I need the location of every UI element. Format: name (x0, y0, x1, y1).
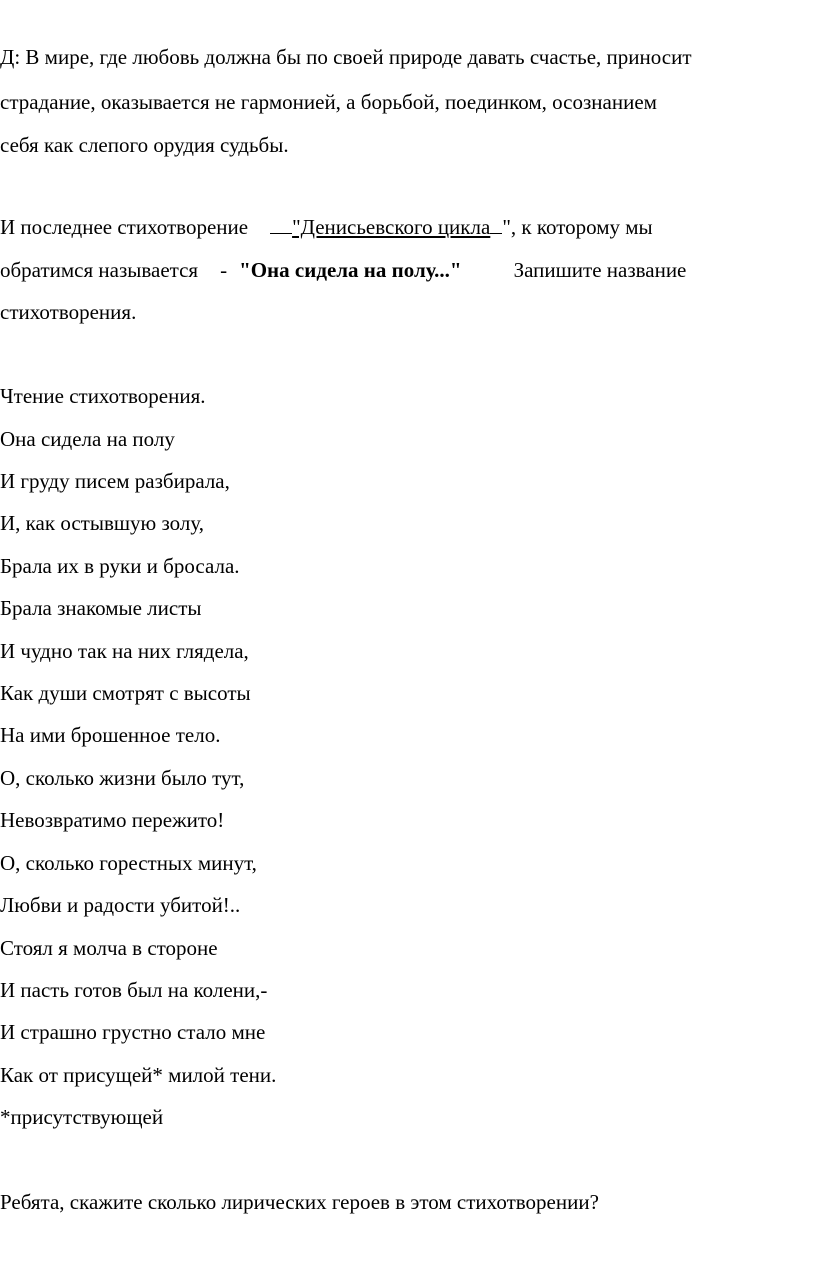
poem-line: О, сколько жизни было тут, (0, 766, 245, 790)
poem-line: И страшно грустно стало мне (0, 1020, 266, 1044)
cycle-close-quote: " (502, 215, 511, 239)
poem-line: И, как остывшую золу, (0, 511, 205, 535)
poem-line: Она сидела на полу (0, 427, 175, 451)
task-prefix: И последнее стихотворение (0, 215, 249, 239)
task-line-1 (0, 214, 653, 240)
poem-title: "Она сидела на полу..." (239, 258, 462, 282)
intro-line-1: Д: В мире, где любовь должна бы по своей природе давать счастье, приносит (0, 45, 692, 69)
intro-line-3: себя как слепого орудия судьбы. (0, 133, 289, 157)
poem-line: Брала их в руки и бросала. (0, 554, 240, 578)
task-line2-prefix: обратимся называется (0, 258, 199, 282)
task-line-2 (0, 257, 686, 283)
task-instruction: Запишите название (513, 258, 687, 282)
footnote: *присутствующей (0, 1105, 164, 1129)
poem-line: На ими брошенное тело. (0, 723, 221, 747)
cycle-name: "Денисьевского цикла (292, 215, 491, 239)
poem-line: Как от присущей* милой тени. (0, 1063, 277, 1087)
poem-line: И чудно так на них глядела, (0, 639, 249, 663)
poem-line: И пасть готов был на колени,- (0, 978, 268, 1002)
poem-line: Любви и радости убитой!.. (0, 893, 241, 917)
poem-line: Стоял я молча в стороне (0, 936, 218, 960)
underline-lead (270, 215, 292, 234)
question: Ребята, скажите сколько лирических героев в этом стихотворении? (0, 1190, 599, 1214)
task-dash: - (220, 258, 228, 282)
reading-heading: Чтение стихотворения. (0, 384, 206, 408)
task-suffix: , к которому мы (510, 215, 653, 239)
task-line-3: стихотворения. (0, 300, 137, 324)
poem-line: Как души смотрят с высоты (0, 681, 251, 705)
poem-line: Брала знакомые листы (0, 596, 202, 620)
poem-line: И груду писем разбирала, (0, 469, 230, 493)
poem-line: О, сколько горестных минут, (0, 851, 257, 875)
underline-trail (490, 215, 502, 234)
intro-line-2: страдание, оказывается не гармонией, а борьбой, поединком, осознанием (0, 90, 657, 114)
poem-line: Невозвратимо пережито! (0, 808, 225, 832)
